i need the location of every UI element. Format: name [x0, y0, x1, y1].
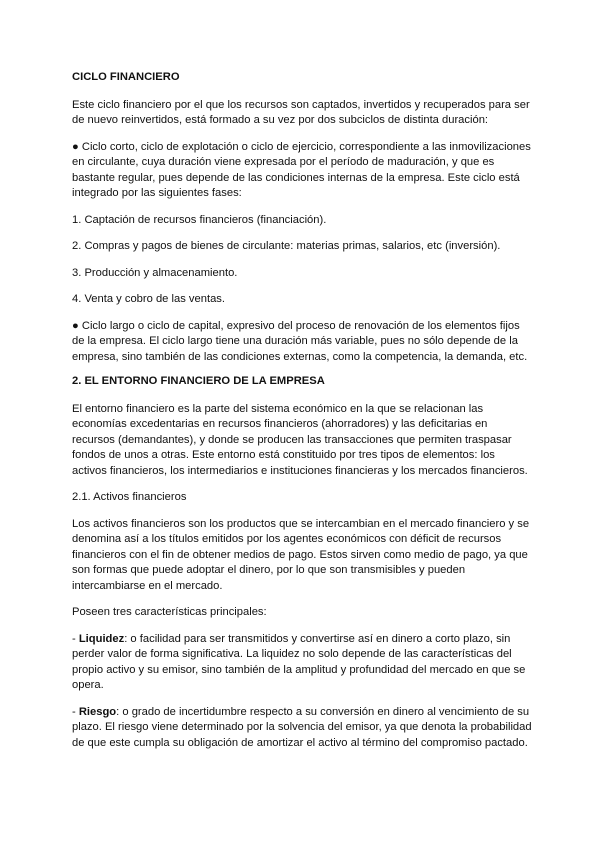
phase-item: 4. Venta y cobro de las ventas.: [72, 293, 225, 305]
long-cycle-paragraph: ● Ciclo largo o ciclo de capital, expresivo del proceso de renovación de los elementos fijos de la empresa. El ciclo largo tiene una duración más variable, pues no sólo depende de la empresa, sino también de las condiciones externas, como la competencia, la demanda, etc.: [72, 319, 528, 363]
phase-item: 3. Producción y almacenamiento.: [72, 266, 238, 279]
section2-heading: 2. EL ENTORNO FINANCIERO DE LA EMPRESA: [72, 375, 325, 387]
section2-paragraph: El entorno financiero es la parte del sistema económico en la que se relacionan las economías excedentarias en recursos financieros (ahorradores) y las deficitarias en recursos (demandantes), y donde se producen las transacciones que permiten traspasar fondos de unos a otras. Este entorno está constituido por tres tipos de elementos: los activos financieros, los intermediarios e instituciones financieras y los mercados financieros.: [72, 402, 528, 477]
subsection-heading: 2.1. Activos financieros: [72, 491, 187, 503]
phase-item: 1. Captación de recursos financieros (financiación).: [72, 213, 327, 226]
intro-paragraph: Este ciclo financiero por el que los recursos son captados, invertidos y recuperados para ser de nuevo reinvertidos, está formado a su vez por dos subciclos de distinta duración:: [72, 98, 530, 126]
short-cycle-paragraph: ● Ciclo corto, ciclo de explotación o ciclo de ejercicio, correspondiente a las inmovilizaciones en circulante, cuya duración viene expresada por el período de maduración, y que es bastante regular, pues depende de las condiciones internas de la empresa. Este ciclo está integrado por las siguientes fases:: [72, 140, 531, 199]
subsection-paragraph: Los activos financieros son los productos que se intercambian en el mercado financiero y se denomina así a los títulos emitidos por los agentes económicos con déficit de recursos financieros con el fin de obtener medios de pago. Estos sirven como medio de pago, ya que son formas que puede adoptar el dinero, por lo que son transmisibles y pueden intercambiarse en el mercado.: [72, 517, 530, 592]
riesgo-prefix: -: [72, 705, 79, 718]
liquidez-text: : o facilidad para ser transmitidos y convertirse así en dinero a corto plazo, sin perder valor de forma significativa. La liquidez no solo depende de las características del propio activo y su emisor, sino también de la amplitud y profundidad del mercado en que se opera.: [72, 632, 526, 691]
phase-item: 2. Compras y pagos de bienes de circulante: materias primas, salarios, etc (inversión).: [72, 240, 501, 252]
characteristics-intro: Poseen tres características principales:: [72, 606, 267, 618]
document-page: [72, 70, 532, 762]
title-heading: CICLO FINANCIERO: [72, 71, 180, 83]
riesgo-paragraph: [72, 705, 532, 752]
liquidez-term: Liquidez: [78, 632, 125, 645]
liquidez-prefix: -: [72, 632, 79, 645]
riesgo-text: : o grado de incertidumbre respecto a su conversión en dinero al vencimiento de su plazo. El riesgo viene determinado por la solvencia del emisor, ya que denota la probabilidad de que este cumpla su obligación de amortizar el activo al término del compromiso pactado.: [72, 705, 532, 749]
liquidez-paragraph: [72, 632, 532, 694]
riesgo-term: Riesgo: [78, 705, 117, 718]
